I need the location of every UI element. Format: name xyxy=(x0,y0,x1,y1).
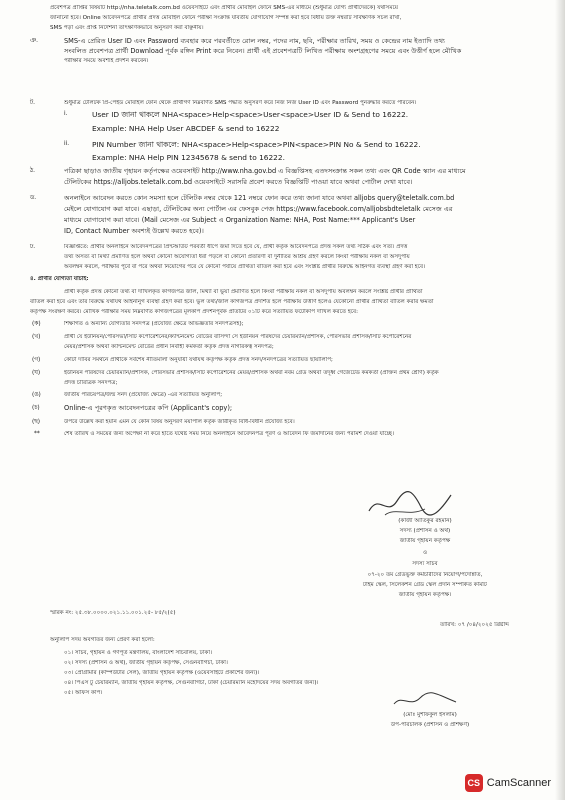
section-line: বিজ্ঞপ্তিতে: প্রার্থীর অনলাইনে আবেদনপত্রের প্রিন্টআউট পরবর্তী ধাপে জমা দিতে হবে যে, প্রার্থী কর্তৃক আবেদনপত্রে প্রদত্ত সকল তথ্য সঠিক এবং সত্য। প্রদত্ত xyxy=(64,244,408,250)
committee-line: ০৭-২০ তম গ্রেডভুক্ত কর্মচারীদের নিয়োগ/পদোন্নতি, xyxy=(367,572,483,578)
signature-mark-2 xyxy=(390,690,460,710)
section-line: অনলাইনে আবেদন করতে কোন সমস্যা হলে টেলিটক নম্বর থেকে 121 নম্বরে ফোন করে তথ্য জানা যাবে অথবা alljobs query@teletalk.com.bd xyxy=(64,194,455,202)
section-label: ড. xyxy=(30,195,37,201)
copy-item: ০৫। অফিস কপি। xyxy=(64,690,103,696)
signatory-name: (কাজী আতিকুর রহমান) xyxy=(398,518,452,524)
section-label: ঞ. xyxy=(30,38,38,44)
doc-item-line: উপরে উল্লেখ করা হয়নি এমন যে কোন বিষয় অনুসরণ ময়াপাল কর্তৃক জারীকৃত বিধি-বিধান প্রযোজ্য হবে। xyxy=(64,419,295,425)
section-label: ঠ. xyxy=(30,168,35,174)
section-line: অবলম্বন করলে, পরীক্ষার পূর্বে বা পরে অথবা নিয়োগের পরে যে কোনো পর্যায়ে প্রার্থিতা বাতিল করা হবে এবং সংশ্লিষ্ট প্রার্থীর বিরুদ্ধে আইনগত ব্যবস্থা গ্রহণ করা হবে। xyxy=(64,264,426,270)
section-line: টেলিটকের https://alljobs.teletalk.com.bd ওয়েবসাইটে সরাসরি প্রবেশ করতে বিজ্ঞপ্তিটি পাওয়া যাবে অথবা পোর্টাল দেখা যাবে। xyxy=(64,178,413,186)
qualification-heading: ৪. প্রার্থীর যোগ্যতা যাচাই: xyxy=(30,276,89,282)
qualification-line: প্রার্থী কর্তৃক প্রদত্ত কোনো তথ্য বা দাখিলকৃত কাগজপত্র জাল, মিথ্যা বা ভুয়া প্রমাণিত হলে কিংবা পরীক্ষায় নকল বা অসদুপায় অবলম্বন করলে সংশ্লিষ্ট প্রার্থীর প্রার্থিতা xyxy=(64,289,423,295)
doc-item-label: (ক) xyxy=(32,321,41,327)
section-line: পরীক্ষার সময়ে অবশ্যই প্রদর্শন করবেন। xyxy=(64,58,149,64)
copy-item: ০৩। প্রোগ্রামার (কম্পিউটার সেল), জাতীয় গৃহায়ন কর্তৃপক্ষ (ওয়েবসাইটে প্রকাশের জন্য)। xyxy=(64,670,260,676)
doc-item-line: শেষ তারিখ ও সময়ের জন্য অপেক্ষা না করে হাতে যথেষ্ট সময় নিয়ে অনলাইনে আবেদনপত্র পূরণ ও আবেদন ফি জমাদানের জন্য পরামর্শ দেওয়া যাচ্ছে। xyxy=(64,431,394,437)
doc-item-line: প্রদত্ত চারিত্রিক সনদপত্র; xyxy=(64,380,118,386)
memo-date: তারিখ: ০৭ /০৪/২০২৫ খ্রিষ্টাব্দ xyxy=(440,622,509,628)
page-edge-shadow xyxy=(555,0,565,800)
camscanner-watermark xyxy=(465,774,551,792)
doc-item-line: জাতীয় পরিচয়পত্র/জন্ম সনদ (প্রযোজ্য ক্ষেত্রে) -এর সত্যায়িত অনুলিপি; xyxy=(64,392,223,398)
header-line: জানানো হবে। Online আবেদনপত্রে প্রার্থীর প্রদত্ত মোবাইল ফোনে পরীক্ষা সংক্রান্ত যাবতীয় যোগাযোগ সম্পন্ন করা হবে বিধায় উক্ত নম্বরটি সার্বক্ষণিক সচল রাখা, xyxy=(50,15,402,21)
doc-item-label: (ঘ) xyxy=(32,370,41,376)
signatory-2-name: (মোঃ মুশফিকুল ইসলাম) xyxy=(403,712,457,718)
signature-mark xyxy=(365,487,455,519)
section-line: শুধুমাত্র টেলিটক প্রি-পেইড মোবাইল ফোন থেকে প্রার্থীগণ নিম্নবর্ণিত SMS পদ্ধতি অনুসরণ করে নিজ নিজ User ID এবং Password পুনরুদ্ধার করতে পারবেন। xyxy=(64,100,417,106)
sms-item-text: User ID জানা থাকলে NHA<space>Help<space>User<space>User ID & Send to 16222. xyxy=(92,110,409,119)
doc-item-label: (ঙ) xyxy=(32,392,41,398)
camscanner-label: CamScanner xyxy=(486,777,551,789)
section-label: ট. xyxy=(30,100,36,106)
section-label: ঢ. xyxy=(30,244,36,250)
header-line: প্রবেশপত্র প্রাপ্তির বিষয়টি http://nha.teletalk.com.bd ওয়েবসাইটে এবং প্রার্থীর মোবাইল ফোনে SMS-এর মাধ্যমে (শুধুমাত্র যোগ্য প্রার্থীদেরকে) যথাসময়ে xyxy=(50,5,399,11)
signatory-2-title: উপ-পরিচালক (প্রশাসন ও প্রশিক্ষণ) xyxy=(390,722,470,728)
sms-item-text: PIN Number জানা থাকলে: NHA<space>Help<space>PIN<space>PIN No & Send to 16222. xyxy=(92,140,421,149)
section-line: মাধ্যমে যোগাযোগ করা যাবে। (Mail মেসেজ এর Subject এ Organization Name: NHA, Post Name:*** Applicant's User xyxy=(64,216,416,224)
doc-item-label: ** xyxy=(34,431,40,437)
doc-item-line: ইউনিয়ন পরিষদের চেয়ারম্যান/প্রশাসক, পৌরসভার প্রশাসক/সিটি কর্পোরেশনের মেয়র/প্রশাসক অথবা নবম গ্রেড অথবা তদূর্ধ্ব গেজেটেড কর্মকর্তা (প্রাক্তন প্রথম শ্রেণি) কর্তৃক xyxy=(64,370,439,376)
doc-item-line: শিক্ষাগত ও অন্যান্য যোগ্যতার সনদপত্র (প্রযোজ্য ক্ষেত্রে অভিজ্ঞতার সনদপত্রসহ); xyxy=(64,321,244,327)
sms-item-label: ii. xyxy=(64,141,70,147)
doc-item-label: (খ) xyxy=(32,334,41,340)
copy-item: ০২। সদস্য (প্রশাসন ও অর্থ), জাতীয় গৃহায়ন কর্তৃপক্ষ, সেগুনবাগিচা, ঢাকা। xyxy=(64,660,228,666)
copy-heading: অনুলিপি সদয় অবগতির জন্য প্রেরণ করা হলো: xyxy=(50,637,155,643)
doc-item-label: (চ) xyxy=(32,405,40,411)
camscanner-logo-icon: CS xyxy=(465,774,483,792)
doc-item-line: Online-এ পূরণকৃত আবেদনপত্রের কপি (Applicant's copy); xyxy=(64,404,233,412)
section-line: মেইলে যোগাযোগ করা যাবে। এছাড়া, টেলিটকের অন্য পোর্টাল এর ফেসবুক পেজ https://www.facebook.com/alljobsbdteletalk মেসেজ এর xyxy=(64,205,453,213)
copy-item: ০৪। পিএস টু চেয়ারম্যান, জাতীয় গৃহায়ন কর্তৃপক্ষ, সেগুনবাগিচা, ঢাকা (চেয়ারম্যান মহোদয়ের সদয় অবগতির জন্য)। xyxy=(64,680,319,686)
memo-number: স্মারক নং: ২৫.৩৮.০০০০.০২১.১১.০০১.২৫- ৮৫/২(৫) xyxy=(50,610,176,616)
doc-item-line: মেয়র/প্রশাসক অথবা ক্যান্টনমেন্ট বোর্ডের প্রধান নির্বাহী কর্মকর্তা কর্তৃক প্রদত্ত নাগরিকত্ব সনদপত্র; xyxy=(64,344,274,350)
signatory-title: সদস্য (প্রশাসন ও অর্থ) xyxy=(399,528,451,534)
doc-item-label: (গ) xyxy=(32,357,41,363)
sms-item-example: Example: NHA Help PIN 12345678 & send to 16222. xyxy=(92,153,285,162)
sms-item-label: i. xyxy=(64,111,68,117)
qualification-line: কর্তৃপক্ষ সংরক্ষণ করবে। মৌখিক পরীক্ষার সময় নিম্নবর্ণিত কাগজপত্রের মূলকপি প্রদর্শনপূর্বক প্রতিটির ০১টি করে সত্যায়িত ফটোকপি দাখিল করতে হবে: xyxy=(30,309,359,315)
qualification-line: বাতিল করা হবে এবং তার বিরুদ্ধে যথাযথ আইনানুগ ব্যবস্থা গ্রহণ করা হবে। ভুল তথ্য/জাল কাগজপত্র প্রদর্শিত হলে পরীক্ষায় উত্তীর্ণ হলেও যেকোনো প্রার্থীর প্রার্থিতা বাতিল করার ক্ষমতা xyxy=(30,299,434,305)
section-line: পত্রিকা ছাড়াও জাতীয় গৃহায়ন কর্তৃপক্ষের ওয়েবসাইট http://www.nha.gov.bd এ বিজ্ঞপ্তিসহ এতদসংক্রান্ত সকল তথ্য এবং QR Code স্ক্যান এর মাধ্যমে xyxy=(64,167,466,175)
signatory-and: ও xyxy=(422,550,428,556)
committee-line: টাইম স্কেল, সিলেকশন গ্রেড স্কেল প্রদান সম্পর্কিত কমিটি xyxy=(363,582,487,588)
signatory-org: জাতীয় গৃহায়ন কর্তৃপক্ষ xyxy=(399,538,451,544)
section-line: সংবলিত প্রবেশপত্র প্রার্থী Download পূর্বক রঙ্গিন Print করে নিবেন। প্রার্থী এই প্রবেশপত্রটি লিখিত পরীক্ষায় অংশগ্রহণের সময়ে এবং উত্তীর্ণ হলে মৌখিক xyxy=(64,47,462,55)
doc-item-line: কোটা দাবির সমর্থনে প্রার্থীকে সর্বশেষ নীতিমালা অনুযায়ী যথাযথ কর্তৃপক্ষ কর্তৃক প্রদত্ত সনদ/সনদপত্রের সত্যায়িত ছায়ালিপি; xyxy=(64,357,333,363)
doc-item-label: (ছ) xyxy=(32,419,41,425)
section-line: তথ্য অসত্য বা মিথ্যা প্রমাণিত হলে অথবা কোনো অযোগ্যতা ধরা পড়লে বা কোনো প্রতারণা বা দুর্নীতির আশ্রয় গ্রহণ করলে কিংবা পরীক্ষায় নকল বা অসদুপায় xyxy=(64,254,410,260)
header-line: SMS পড়া এবং প্রাপ্ত নির্দেশনা তাৎক্ষণিকভাবে অনুসরণ করা বাঞ্ছনীয়। xyxy=(50,25,204,31)
committee-line: জাতীয় গৃহায়ন কর্তৃপক্ষ। xyxy=(398,592,452,598)
doc-item-line: প্রার্থী যে ইউনিয়ন/পৌরসভা/সিটি কর্পোরেশনের/ক্যান্টনমেন্ট বোর্ডের বাসিন্দা সে ইউনিয়ন পরিষদের চেয়ারম্যান/প্রশাসক, পৌরসভার প্রশাসক/সিটি কর্পোরেশনের xyxy=(64,334,412,340)
copy-item: ০১। সচিব, গৃহায়ন ও গণপূর্ত মন্ত্রণালয়, বাংলাদেশ সচিবালয়, ঢাকা। xyxy=(64,650,212,656)
section-line: ID, Contact Number অবশ্যই উল্লেখ করতে হবে)। xyxy=(64,227,204,235)
sms-item-example: Example: NHA Help User ABCDEF & send to 16222 xyxy=(92,124,280,133)
signatory-title-2: সদস্য সচিব xyxy=(412,561,438,567)
section-line: SMS-এ প্রেরিত User ID এবং Password ব্যবহার করে পরবর্তীতে রোল নম্বর, পদের নাম, ছবি, পরীক্ষার তারিখ, সময় ও কেন্দ্রের নাম ইত্যাদি তথ্য xyxy=(64,37,445,45)
